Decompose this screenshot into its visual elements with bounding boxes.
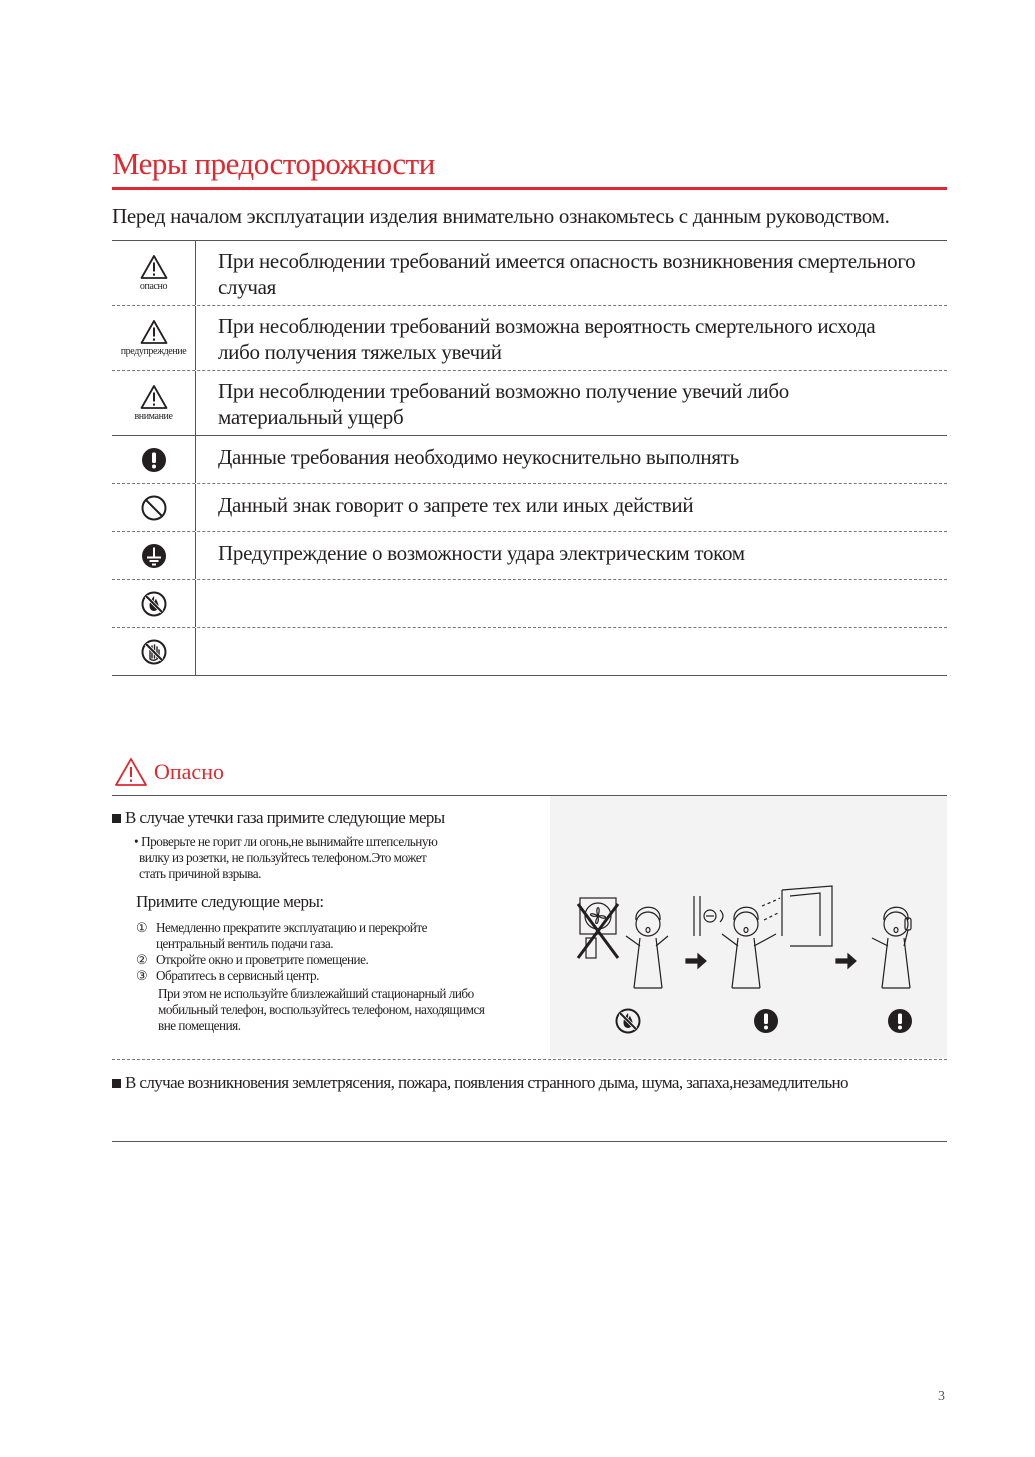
legend-row-caution xyxy=(112,370,947,435)
bullet-dot-icon: • xyxy=(134,834,139,849)
legend-text-line: При несоблюдении требований возможна вероятность смертельного исхода xyxy=(218,314,876,338)
legend-text-line: При несоблюдении требований возможно получение увечий либо xyxy=(218,379,789,403)
steps-title: Примите следующие меры: xyxy=(136,892,324,911)
legend-symbol-cell xyxy=(112,484,196,531)
square-bullet-icon xyxy=(112,1079,121,1088)
legend-text-line: либо получения тяжелых увечий xyxy=(218,340,502,364)
legend-row-no-touch xyxy=(112,627,947,675)
warning-triangle-icon xyxy=(140,254,168,280)
symbol-legend-table xyxy=(112,240,947,676)
intro-text: Перед началом эксплуатации изделия внимательно ознакомьтесь с данным руководством. xyxy=(112,204,890,228)
step-item xyxy=(136,920,548,936)
gas-valve-icon xyxy=(694,896,723,936)
legend-caption: внимание xyxy=(134,411,173,422)
title-rule xyxy=(112,187,947,190)
step-text: Немедленно прекратите эксплуатацию и перекройте xyxy=(156,920,427,935)
prohibition-icon xyxy=(141,495,167,521)
legend-text: Предупреждение о возможности удара электрическим током xyxy=(218,541,745,565)
legend-row-no-fire xyxy=(112,579,947,627)
legend-text xyxy=(196,580,947,627)
legend-row-electric xyxy=(112,531,947,579)
vent-fan-crossed-icon xyxy=(578,898,618,958)
step-number: ② xyxy=(136,952,148,967)
legend-text: Данные требования необходимо неукоснительно выполнять xyxy=(218,445,739,469)
earthquake-title-text: В случае возникновения землетрясения, пожара, появления странного дыма, шума, запаха,незамедлительно xyxy=(125,1073,848,1092)
legend-symbol-cell xyxy=(112,436,196,483)
legend-symbol-cell xyxy=(112,628,196,675)
legend-row-danger xyxy=(112,241,947,305)
steps-list xyxy=(136,920,548,1034)
legend-text-line: При несоблюдении требований имеется опасность возникновения смертельного xyxy=(218,249,916,273)
legend-caption: опасно xyxy=(139,281,168,292)
danger-heading-text: Опасно xyxy=(154,759,224,784)
legend-text xyxy=(196,241,947,305)
legend-text xyxy=(196,306,947,370)
step-item xyxy=(136,952,548,968)
woman-on-phone-icon xyxy=(872,907,911,988)
note-line: стать причиной взрыва. xyxy=(139,866,261,881)
page-title: Меры предосторожности xyxy=(112,146,435,181)
legend-row-prohibition xyxy=(112,483,947,531)
danger-heading xyxy=(114,757,224,787)
mandatory-exclamation-icon xyxy=(754,1009,778,1033)
step-item xyxy=(136,968,548,984)
phone-warning-line: вне помещения. xyxy=(158,1018,241,1033)
woman-figure-icon xyxy=(722,907,776,988)
warning-triangle-icon xyxy=(140,319,168,345)
legend-row-warning xyxy=(112,305,947,370)
ground-electric-icon xyxy=(141,543,167,569)
mandatory-exclamation-icon xyxy=(888,1009,912,1033)
legend-text: Данный знак говорит о запрете тех или иных действий xyxy=(218,493,694,517)
section-divider xyxy=(112,1059,947,1060)
step-number: ③ xyxy=(136,968,148,983)
legend-text-line: случая xyxy=(218,275,277,299)
page-number: 3 xyxy=(938,1389,945,1404)
step-text: центральный вентиль подачи газа. xyxy=(156,936,334,951)
legend-symbol-cell xyxy=(112,580,196,627)
no-fire-icon xyxy=(617,1010,640,1033)
legend-text-line: материальный ущерб xyxy=(218,405,404,429)
legend-row-mandatory xyxy=(112,435,947,483)
no-fire-icon xyxy=(141,591,167,617)
square-bullet-icon xyxy=(112,814,121,823)
legend-symbol-cell xyxy=(112,306,196,370)
phone-warning-line: мобильный телефон, воспользуйтесь телефоном, находящимся xyxy=(158,1002,485,1017)
section-end-rule xyxy=(112,1141,947,1142)
legend-symbol-cell xyxy=(112,241,196,305)
earthquake-title xyxy=(112,1073,848,1093)
gas-leak-block xyxy=(112,808,548,1034)
gas-leak-illustration xyxy=(550,796,947,1058)
step-number: ① xyxy=(136,920,148,935)
no-touch-icon xyxy=(141,639,167,665)
note-line: Проверьте не горит ли огонь,не вынимайте штепсельную xyxy=(141,834,438,849)
warning-triangle-icon xyxy=(140,384,168,410)
woman-figure-icon xyxy=(626,907,668,988)
step-text: Откройте окно и проветрите помещение. xyxy=(156,952,369,967)
gas-leak-title xyxy=(112,808,548,828)
phone-warning xyxy=(136,986,548,1034)
step-text: Обратитесь в сервисный центр. xyxy=(156,968,319,983)
legend-text xyxy=(196,628,947,675)
legend-text xyxy=(196,371,947,435)
open-window-icon xyxy=(762,886,832,946)
warning-triangle-icon xyxy=(114,757,148,787)
note-line: вилку из розетки, не пользуйтесь телефоном.Это может xyxy=(139,850,427,865)
gas-leak-title-text: В случае утечки газа примите следующие меры xyxy=(125,808,445,827)
gas-leak-note xyxy=(134,834,548,882)
legend-symbol-cell xyxy=(112,371,196,435)
phone-warning-line: При этом не используйте близлежайший стационарный либо xyxy=(158,986,474,1001)
illustration-drawing xyxy=(550,796,947,1058)
legend-caption: предупреждение xyxy=(120,346,187,357)
mandatory-exclamation-icon xyxy=(141,447,167,473)
legend-symbol-cell xyxy=(112,532,196,579)
